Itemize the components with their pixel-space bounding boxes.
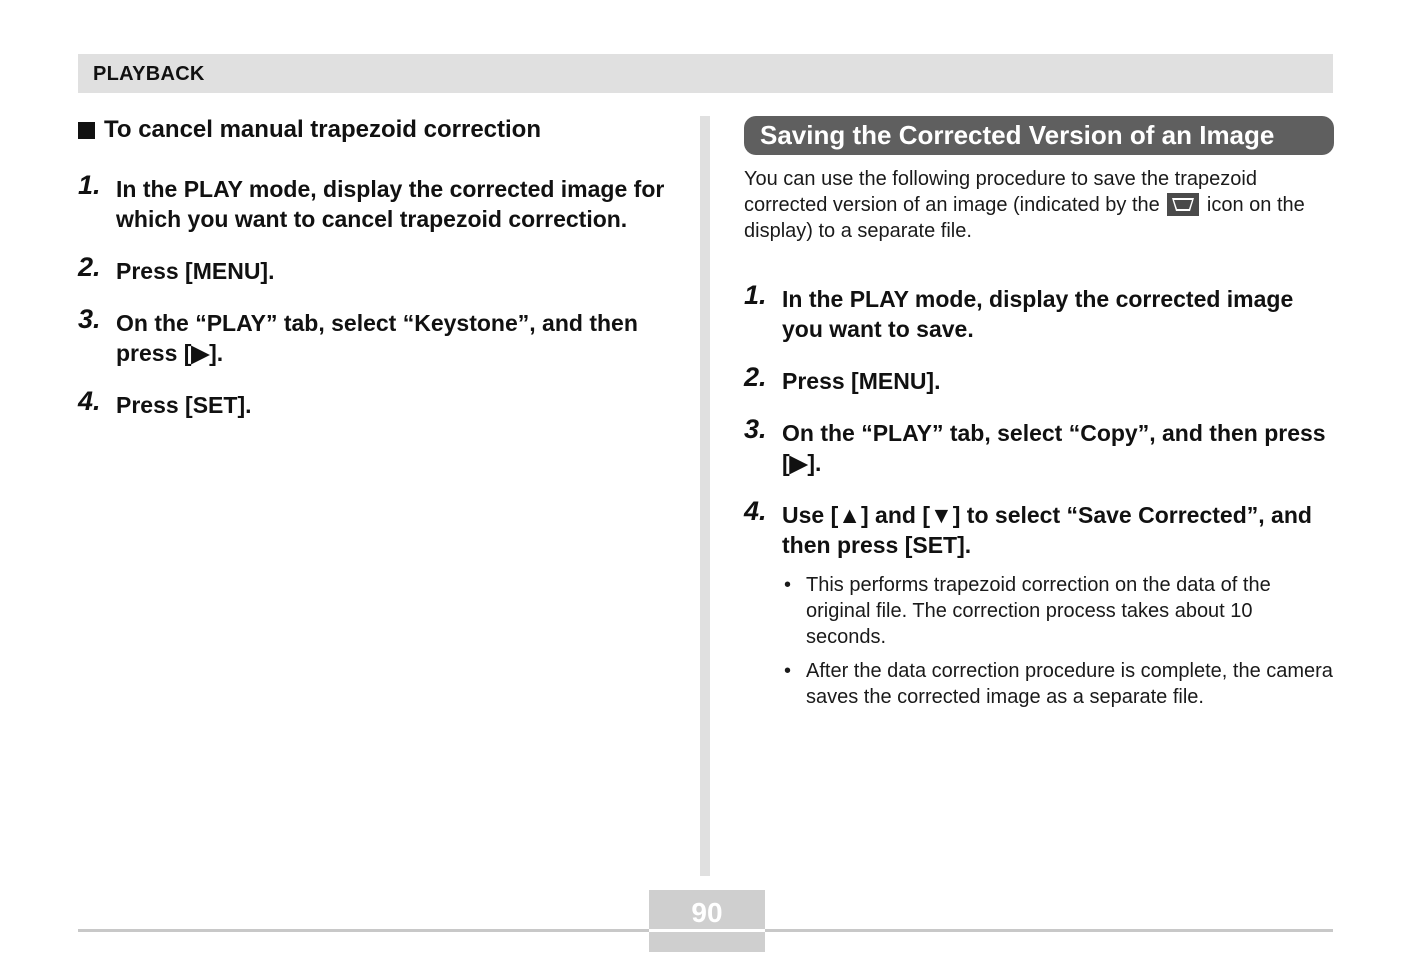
step-number: 4. <box>744 496 767 526</box>
step-text: In the PLAY mode, display the corrected image for which you want to cancel trapezoid correction. <box>116 176 665 232</box>
section-title: PLAYBACK <box>93 63 205 85</box>
step-notes <box>782 572 1334 710</box>
page-number-box <box>649 890 765 952</box>
intro-text-after: icon on the display) to a separate file. <box>744 194 1305 242</box>
step-number: 2. <box>744 362 767 392</box>
bullet-item <box>782 572 1334 650</box>
step-item <box>78 304 678 368</box>
step-number: 4. <box>78 386 101 416</box>
subheading-text: To cancel manual trapezoid correction <box>104 116 541 143</box>
cancel-steps <box>78 170 678 420</box>
bullet-text: After the data correction procedure is complete, the camera saves the corrected image as a separate file. <box>806 660 1333 708</box>
page-box-separator <box>649 929 765 932</box>
step-number: 3. <box>744 414 767 444</box>
intro-paragraph <box>744 166 1334 244</box>
intro-text-before: You can use the following procedure to save the trapezoid corrected version of an image (indicated by the <box>744 168 1257 216</box>
black-square-icon <box>78 122 95 139</box>
step-item <box>744 496 1334 560</box>
trapezoid-correction-icon <box>1167 193 1199 216</box>
step-item <box>78 252 678 286</box>
step-text: On the “PLAY” tab, select “Copy”, and then press [▶]. <box>782 420 1326 476</box>
step-item <box>78 386 678 420</box>
step-text: Use [▲] and [▼] to select “Save Corrected”, and then press [SET]. <box>782 502 1312 558</box>
step-text: Press [MENU]. <box>782 368 941 394</box>
step-number: 3. <box>78 304 101 334</box>
step-number: 1. <box>78 170 101 200</box>
step-number: 1. <box>744 280 767 310</box>
step-text: Press [SET]. <box>116 392 252 418</box>
page-number: 90 <box>691 897 723 928</box>
step-text: In the PLAY mode, display the corrected image you want to save. <box>782 286 1294 342</box>
step-item <box>744 362 1334 396</box>
save-steps <box>744 280 1334 560</box>
step-text: Press [MENU]. <box>116 258 275 284</box>
section-heading: Saving the Corrected Version of an Image <box>744 116 1334 155</box>
cancel-subheading <box>78 116 678 144</box>
bullet-marker: • <box>784 660 792 682</box>
step-text: On the “PLAY” tab, select “Keystone”, and then press [▶]. <box>116 310 638 366</box>
step-item <box>744 414 1334 478</box>
bullet-marker: • <box>784 574 792 596</box>
left-column <box>78 112 678 442</box>
column-divider <box>700 116 710 876</box>
step-item <box>744 280 1334 344</box>
bullet-text: This performs trapezoid correction on the data of the original file. The correction process takes about 10 seconds. <box>806 574 1271 648</box>
bullet-item <box>782 658 1334 710</box>
section-header-bar <box>78 54 1333 93</box>
right-column <box>744 116 1334 720</box>
step-number: 2. <box>78 252 101 282</box>
step-item <box>78 170 678 234</box>
